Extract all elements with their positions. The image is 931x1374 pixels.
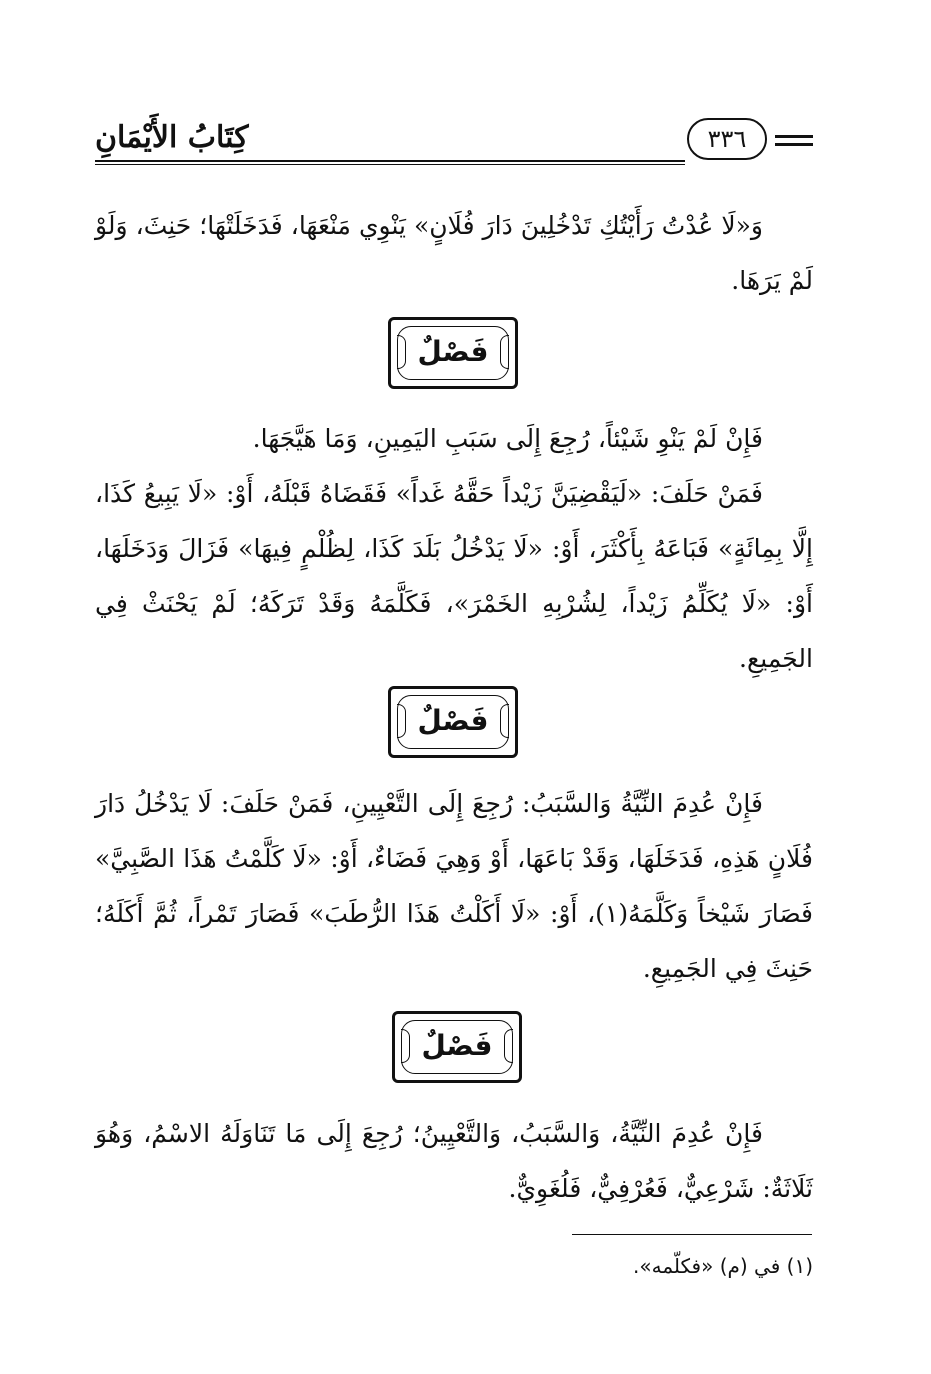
chapter-title: كِتَابُ الأَيْمَانِ	[95, 120, 249, 155]
paragraph	[95, 466, 813, 686]
section-heading	[397, 695, 509, 749]
section-heading	[401, 1020, 513, 1074]
section-heading-text: فَصْلٌ	[417, 704, 489, 737]
page-number: ٣٣٦	[687, 118, 767, 160]
section-heading	[397, 326, 509, 380]
section-heading-text: فَصْلٌ	[421, 1029, 493, 1062]
frame-ornament	[397, 335, 406, 369]
frame-ornament	[500, 335, 509, 369]
section-heading-text: فَصْلٌ	[417, 335, 489, 368]
paragraph	[95, 198, 813, 308]
section-heading-box	[392, 1011, 522, 1083]
footnote: (١) في (م) «فكلّمه».	[633, 1254, 813, 1278]
section-heading-box	[388, 686, 518, 758]
section-heading-box	[388, 317, 518, 389]
header-dash	[775, 135, 813, 138]
paragraph	[95, 776, 813, 996]
footnote-rule	[572, 1234, 812, 1235]
paragraph-text: وَ«لَا عُدْتُ رَأَيْتُكِ تَدْخُلِينَ دَارَ فُلَانٍ» يَنْوِي مَنْعَهَا، فَدَخَلَتْهَا؛ حَنِثَ، وَلَوْ لَمْ يَرَهَا.	[95, 211, 813, 295]
paragraph	[95, 411, 813, 466]
paragraph-text: فَإِنْ لَمْ يَنْوِ شَيْئاً، رُجِعَ إِلَى سَبَبِ اليَمِينِ، وَمَا هَيَّجَهَا.	[252, 424, 763, 453]
frame-ornament	[500, 704, 509, 738]
header-rule	[95, 160, 685, 165]
frame-ornament	[397, 704, 406, 738]
paragraph	[95, 1106, 813, 1216]
paragraph-text: فَمَنْ حَلَفَ: «لَيَقْضِيَنَّ زَيْداً حَقَّهُ غَداً» فَقَضَاهُ قَبْلَهُ، أَوْ: «لَا يَبِيعُ كَذَا، إِلَّا بِمِائَةٍ» فَبَاعَهُ بِأَكْثَرَ، أَوْ: «لَا يَدْخُلُ بَلَدَ كَذَا، لِظُلْمٍ فِيهَا» فَزَالَ وَدَخَلَهَا، أَوْ: «لَا يُكَلِّمُ زَيْداً، لِشُرْبِهِ الخَمْرَ»، فَكَلَّمَهُ وَقَدْ تَرَكَهُ؛ لَمْ يَحْنَثْ فِي الجَمِيعِ.	[95, 479, 813, 673]
header-dash	[775, 143, 813, 146]
paragraph-text: فَإِنْ عُدِمَ النِّيَّةُ وَالسَّبَبُ: رُجِعَ إِلَى التَّعْيِينِ، فَمَنْ حَلَفَ: لَا يَدْخُلُ دَارَ فُلَانٍ هَذِهِ، فَدَخَلَهَا، وَقَدْ بَاعَهَا، أَوْ وَهِيَ فَضَاءٌ، أَوْ: «لَا كَلَّمْتُ هَذَا الصَّبِيَّ» فَصَارَ شَيْخاً وَكَلَّمَهُ(١)، أَوْ: «لَا أَكَلْتُ هَذَا الرُّطَبَ» فَصَارَ تَمْراً، ثُمَّ أَكَلَهُ؛ حَنِثَ فِي الجَمِيعِ.	[95, 789, 813, 983]
running-header	[95, 118, 813, 164]
paragraph-text: فَإِنْ عُدِمَ النِّيَّةُ، وَالسَّبَبُ، وَالتَّعْيِينُ؛ رُجِعَ إِلَى مَا تَنَاوَلَهُ الاسْمُ، وَهُوَ ثَلَاثَةٌ: شَرْعِيٌّ، فَعُرْفِيٌّ، فَلُغَوِيٌّ.	[95, 1119, 813, 1203]
frame-ornament	[504, 1029, 513, 1063]
frame-ornament	[401, 1029, 410, 1063]
